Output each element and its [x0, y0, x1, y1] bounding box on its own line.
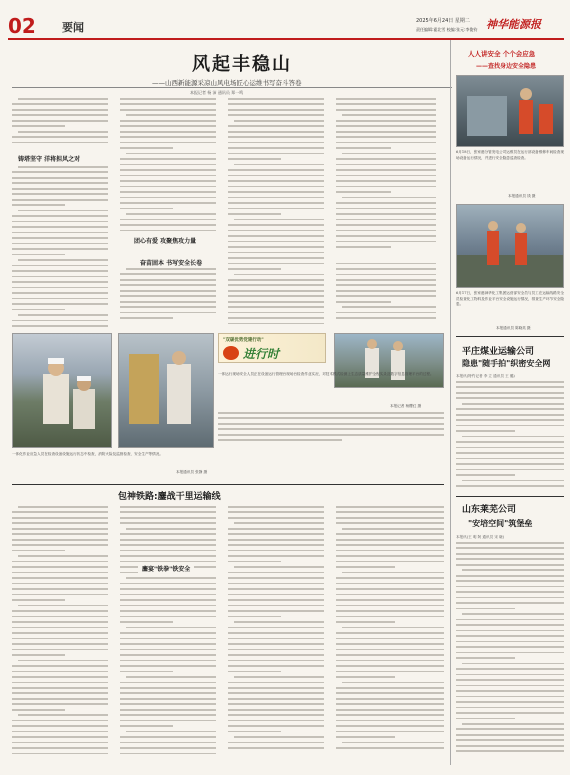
lead-col2-top [120, 98, 216, 234]
lead-tail-text [218, 412, 444, 448]
safety-slogan-sub: ——查找身边安全隐患 [476, 63, 537, 70]
bottom-col2 [120, 506, 216, 764]
right-photo-2 [456, 204, 564, 288]
lead-photo-center [118, 333, 214, 448]
right-caption-1-credit: 本报通讯员 钱 摄 [508, 194, 536, 198]
brand-banner [218, 333, 326, 363]
lead-title-rule [12, 87, 452, 88]
banner-title: 进行时 [243, 347, 280, 361]
right-rule-2 [456, 496, 564, 497]
worker-figure-icon [13, 334, 112, 448]
site-inspection-icon [457, 205, 564, 288]
right-rule-1 [456, 336, 564, 337]
lead-col1-top [12, 98, 108, 150]
lead-photo-credit: 本报记者 杨樱红 摄 [390, 404, 422, 408]
masthead-logo: 神华能源报 [486, 18, 541, 31]
lead-subtitle: ——山西新能源采凉山风电场匠心运维书写奋斗答卷 [152, 79, 302, 87]
lead-subhead-3: 奋苗固本 书写安全长卷 [140, 260, 203, 267]
date-line: 2025年6月24日 星期二 [416, 18, 470, 24]
right-photo-1 [456, 75, 564, 147]
banner-icon [223, 346, 239, 360]
equipment-check-icon [457, 76, 564, 147]
banner-tagline: "双碳优势党建行动" [223, 338, 264, 343]
right-caption-1: 6月18日，张家港分管发电公司运维员在运行部设备维修车间检查现场设备运行情况，并进行安全隐患巡查检查。 [456, 150, 564, 160]
lead-subhead-2: 团心有爱 攻聚焦攻力量 [134, 238, 197, 245]
lead-subhead-1: 铸塔坚守 洋将担风之对 [18, 156, 81, 163]
right-article-1-body [456, 381, 564, 493]
lead-col3 [228, 98, 324, 330]
right-article-1-title: 平庄煤业运输公司 [462, 347, 535, 357]
safety-slogan: 人人讲安全 个个会应急 [468, 50, 536, 58]
lead-col2-bottom [120, 268, 216, 328]
bottom-subhead: 鏖宴"铁拳"铁安全 [138, 564, 194, 573]
right-article-2-title: 山东莱芜公司 [462, 505, 517, 515]
maintenance-scene-icon [119, 334, 214, 448]
editor-line: 责任编辑:霍北雪 校编:张元:李俊钧 [416, 27, 478, 32]
right-caption-2: 6月17日，张家港神华化工集团运营部安全员与员工在运输线路安全员检查化工物料及作业平台安全设施运行情况，排查生产环节安全隐患。 [456, 291, 564, 306]
section-name: 要闻 [62, 21, 84, 34]
bottom-col4 [336, 506, 444, 764]
lead-photo-caption: 一体运行现场安全人员正在设备运行管理台现场台检查作业实况，对技术模式检测上生态质量维护全程实录及数字信息管理平台的过程。 [218, 372, 434, 376]
bottom-col3 [228, 506, 324, 764]
right-article-1-byline: 本报讯(特约记者 李 立 通讯员 王 璐) [456, 374, 515, 378]
page-number: 02 [8, 14, 36, 38]
right-article-2-body [456, 542, 564, 764]
right-article-2-subtitle: "安培空间"筑堡垒 [468, 519, 533, 528]
column-divider [450, 40, 451, 765]
right-article-1-subtitle: 隐患"随手拍"织密安全网 [462, 359, 551, 368]
header-rule [8, 38, 564, 40]
right-article-2-byline: 本报讯(王 明 阿 通讯员 宋 晓) [456, 535, 505, 539]
lead-byline: 本报记者 杨 沛 通讯员 郑一鸣 [190, 90, 244, 95]
lead-title: 风起丰稳山 [192, 54, 292, 75]
lead-subhead-3b [336, 252, 436, 260]
bottom-col1 [12, 506, 108, 764]
lead-photo-left [12, 333, 112, 448]
right-caption-2-credit: 本报通讯员 陈晓英 摄 [496, 326, 531, 330]
bottom-article-title: 包神铁路:鏖战干里运输线 [118, 492, 221, 502]
bottom-section-rule [12, 484, 444, 485]
lead-col4 [336, 98, 436, 330]
lead-col1-mid [12, 166, 108, 330]
bottom-caption: 一体化作业应急人员在检查设备设施运行状态中检查，消防火险及监督检查、安全生产等情况。 [12, 452, 163, 456]
bottom-credit: 本报通讯员 张静 摄 [176, 470, 208, 474]
